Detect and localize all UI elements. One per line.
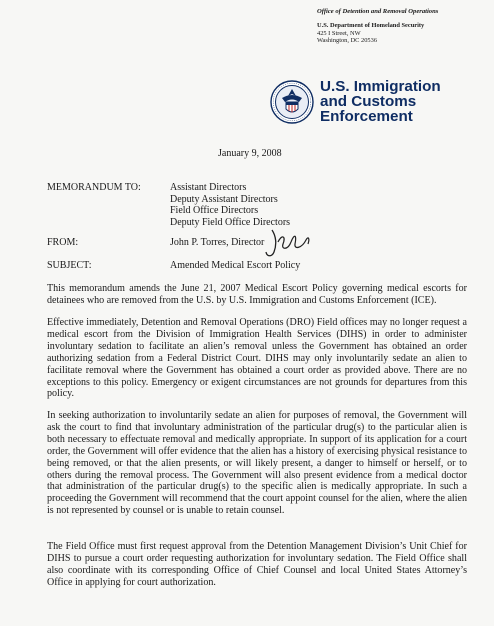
recipient-line: Deputy Field Office Directors [170, 216, 291, 228]
agency-name [320, 80, 441, 124]
paragraph-4: The Field Office must first request approval from the Detention Management Division’s Unit Chief for DIHS to pursue a court order requesting authorization for involuntary sedation. The Field Office shall also coordinate with its corresponding Office of Chief Counsel and local United States Attorney’s Office in applying for court authorization. [47, 541, 467, 588]
paragraph-2: Effective immediately, Detention and Removal Operations (DRO) Field offices may no longer request a medical escort from the Division of Immigration Health Services (DIHS) in order to administer involuntary sedation to facilitate an alien’s removal unless the Government has obtained an order authorizing sedation from a Federal District Court. DIHS may only involuntarily sedate an alien to facilitate removal where the Government has obtained a court order as provided above. There are no exceptions to this policy. Emergency or exigent circumstances are not grounds for departures from this policy. [47, 317, 467, 400]
memo-date: January 9, 2008 [218, 148, 282, 159]
dhs-seal-icon [270, 80, 314, 124]
paragraph-3: In seeking authorization to involuntarily sedate an alien for purposes of removal, the Government will ask the court to find that involuntary administration of the particular drug(s) to the particular alien is both necessary to effectuate removal and medically appropriate. In support of its application for a court order, the Government will offer evidence that the alien has a history of exercising physical resistance to being removed, or that the alien presents, or will likely present, a danger to himself or herself, or to others during the removal process. The Government will also present evidence from a medical doctor that administration of the particular drug(s) to the specific alien is medically appropriate. In such a proceeding the Government will recommend that the court appoint counsel for the alien, where the alien is not represented by counsel or is unable to retain counsel. [47, 410, 467, 517]
department-name: U.S. Department of Homeland Security [317, 22, 425, 29]
agency-line-1: U.S. Immigration [320, 78, 441, 95]
from-label: FROM: [47, 237, 79, 248]
recipient-line: Field Office Directors [170, 205, 259, 217]
subject-label: SUBJECT: [47, 260, 92, 271]
from-value: John P. Torres, Director [170, 237, 265, 248]
office-name: Office of Detention and Removal Operations [317, 8, 439, 15]
recipient-line: Deputy Assistant Directors [170, 193, 278, 205]
paragraph-1: This memorandum amends the June 21, 2007 Medical Escort Policy governing medical escorts for detainees who are removed from the U.S. by U.S. Immigration and Customs Enforcement (ICE). [47, 283, 467, 306]
agency-line-2: and Customs [320, 92, 417, 110]
subject-value: Amended Medical Escort Policy [170, 260, 301, 271]
agency-line-3: Enforcement [320, 107, 413, 125]
address-line-2: Washington, DC 20536 [317, 37, 378, 44]
address-line-1: 425 I Street, NW [317, 29, 361, 37]
to-label: MEMORANDUM TO: [47, 182, 141, 193]
handwritten-signature [258, 224, 318, 264]
letterhead-address-block [317, 8, 489, 45]
recipient-line: Assistant Directors [170, 182, 247, 193]
to-recipients [170, 182, 290, 228]
